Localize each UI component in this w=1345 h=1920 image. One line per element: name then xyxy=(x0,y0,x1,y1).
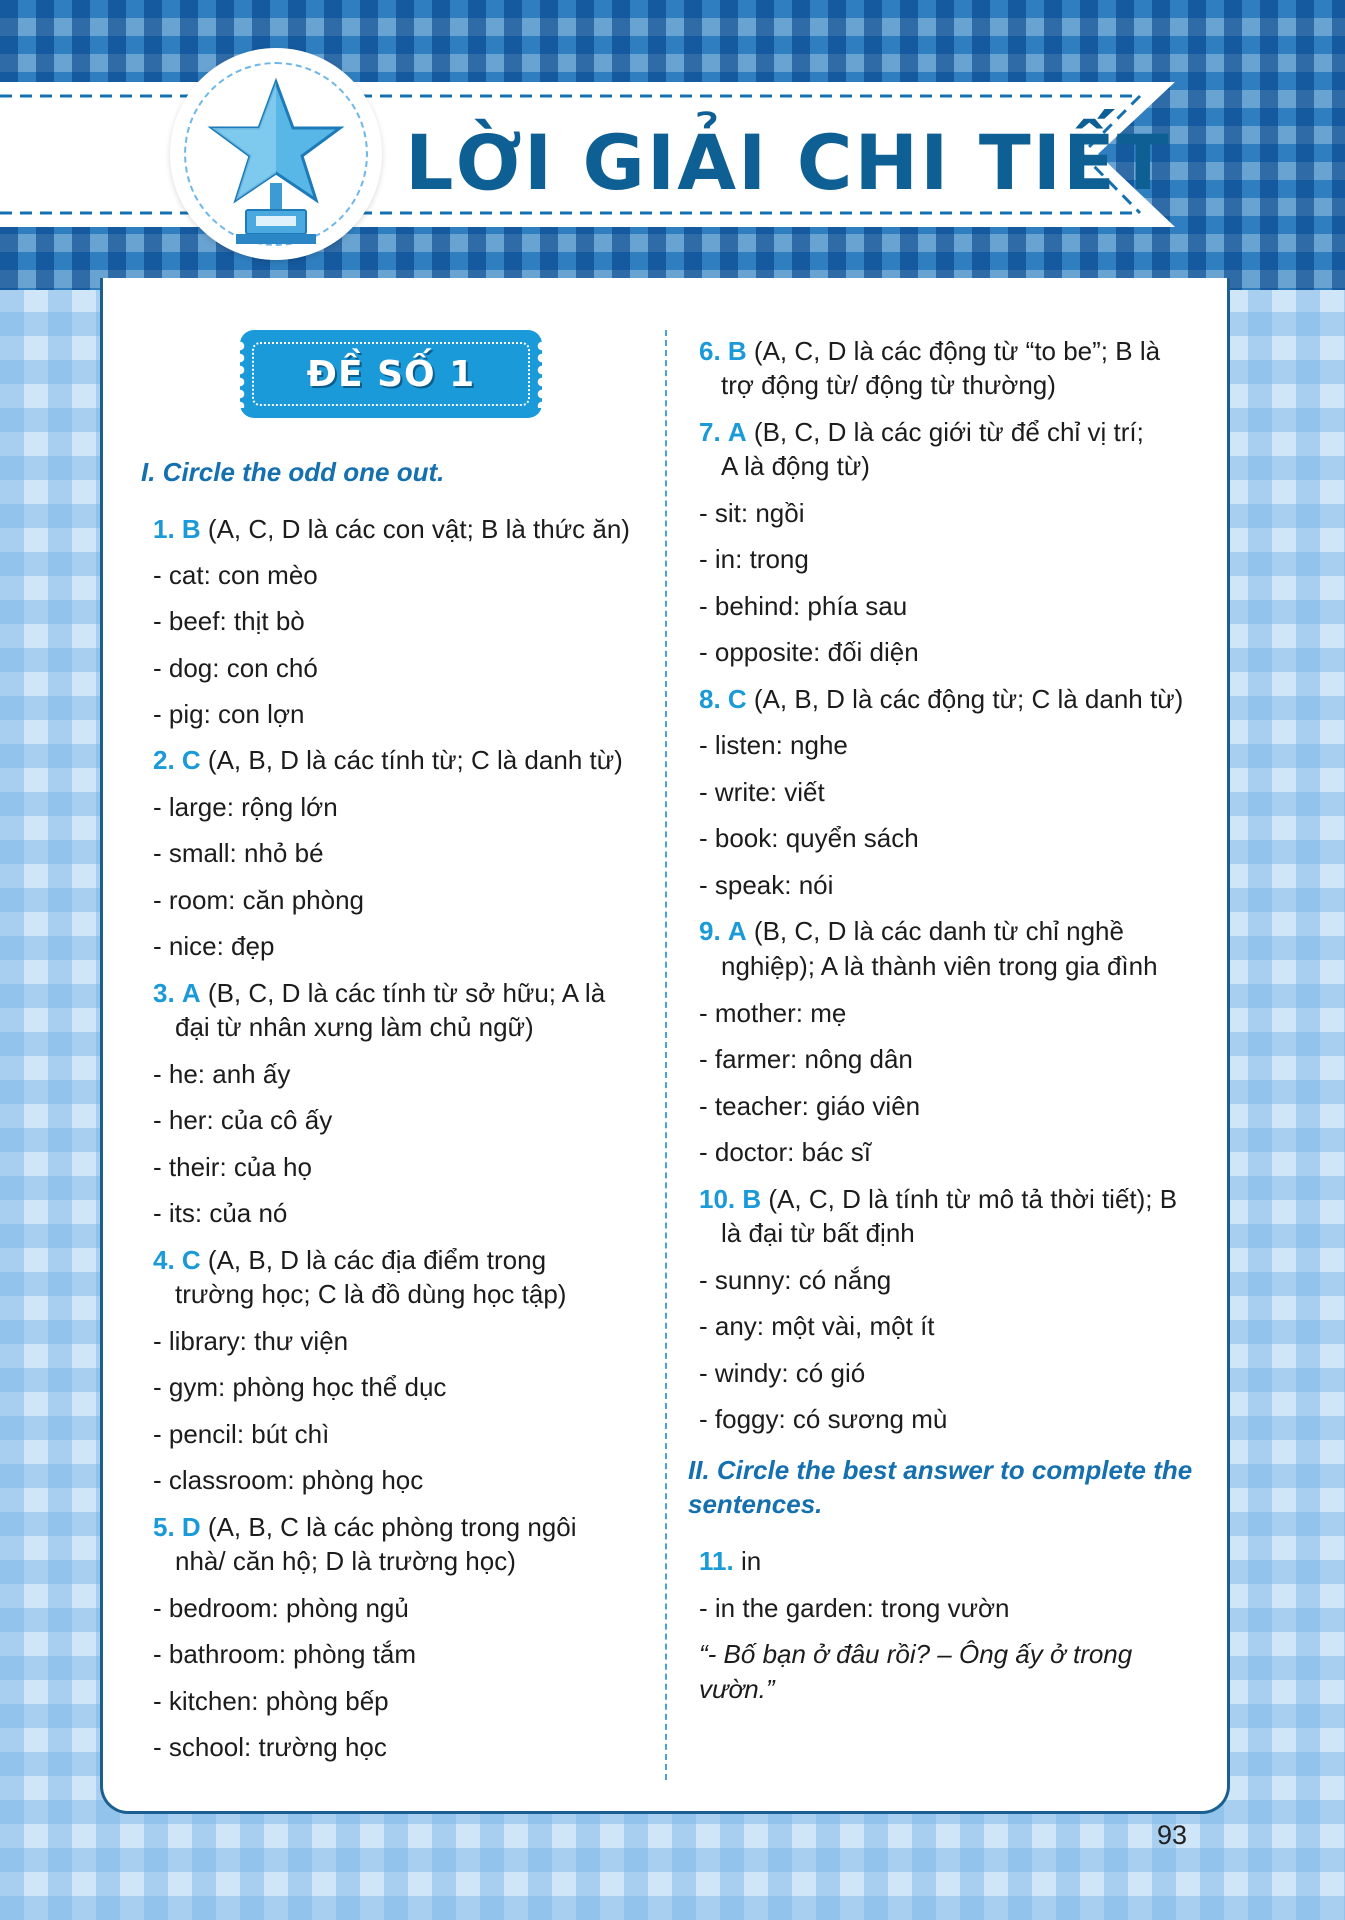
question-item xyxy=(153,1510,576,1545)
vocab-line: - speak: nói xyxy=(699,870,834,900)
question-item xyxy=(699,914,1124,949)
vocab-line: - doctor: bác sĩ xyxy=(699,1137,871,1167)
answer-letter: A xyxy=(181,978,201,1008)
answer-explanation: (A, B, C là các phòng trong ngôi xyxy=(200,1512,577,1542)
vocab-line: - nice: đẹp xyxy=(153,931,275,961)
vocab-line: - school: trường học xyxy=(153,1732,387,1762)
question-number: 11. xyxy=(699,1546,734,1576)
vocab-line: - listen: nghe xyxy=(699,730,848,760)
answer-explanation: (A, B, D là các địa điểm trong xyxy=(200,1245,547,1275)
question-item xyxy=(699,334,1160,369)
vocab-line: - its: của nó xyxy=(153,1198,288,1228)
vocab-line: - windy: có gió xyxy=(699,1358,866,1388)
answer-explanation: (A, C, D là các động từ “to be”; B là xyxy=(746,336,1161,366)
question-item xyxy=(699,682,1183,717)
answer-letter: C xyxy=(727,684,747,714)
section-heading-part1: I. Circle the odd one out. xyxy=(141,457,445,487)
exam-number-label: ĐỀ SỐ 1 xyxy=(306,353,476,395)
question-number: 10. xyxy=(699,1184,736,1214)
vocab-line: - cat: con mèo xyxy=(153,560,318,590)
answer-explanation: (B, C, D là các danh từ chỉ nghề xyxy=(746,916,1124,946)
answer-explanation: (B, C, D là các tính từ sở hữu; A là xyxy=(200,978,606,1008)
answer-explanation: (A, B, D là các động từ; C là danh từ) xyxy=(746,684,1184,714)
question-item xyxy=(153,743,623,778)
question-item xyxy=(699,1544,761,1579)
answer-explanation: (A, C, D là các con vật; B là thức ăn) xyxy=(200,514,630,544)
question-item xyxy=(699,415,1144,450)
vocab-line: - large: rộng lớn xyxy=(153,792,338,822)
vocab-line: - bedroom: phòng ngủ xyxy=(153,1593,409,1623)
trophy-badge xyxy=(170,48,382,260)
exam-number-tag xyxy=(240,330,542,418)
answer-letter: B xyxy=(181,514,201,544)
answer-explanation: (B, C, D là các giới từ để chỉ vị trí; xyxy=(746,417,1144,447)
vocab-line: - opposite: đối diện xyxy=(699,637,919,667)
vocab-line: - pig: con lợn xyxy=(153,699,305,729)
answer-letter: A xyxy=(727,916,747,946)
question-number: 1. xyxy=(153,514,175,544)
answer-explanation-cont: nghiệp); A là thành viên trong gia đình xyxy=(721,951,1158,981)
vocab-line: - sunny: có nắng xyxy=(699,1265,892,1295)
vocab-line: - their: của họ xyxy=(153,1152,312,1182)
answer-explanation: (A, B, D là các tính từ; C là danh từ) xyxy=(200,745,623,775)
page-number: 93 xyxy=(1157,1820,1188,1850)
question-item xyxy=(153,1243,546,1278)
answer-explanation-cont: trợ động từ/ động từ thường) xyxy=(721,370,1056,400)
section-heading-part2-cont: sentences. xyxy=(688,1489,823,1519)
question-number: 4. xyxy=(153,1245,175,1275)
vocab-line: - classroom: phòng học xyxy=(153,1465,424,1495)
trophy-star-icon xyxy=(170,48,382,260)
vocab-line: - in the garden: trong vườn xyxy=(699,1593,1010,1623)
answer-explanation-cont: A là động từ) xyxy=(721,451,870,481)
vocab-line: - gym: phòng học thể dục xyxy=(153,1372,447,1402)
vocab-line: - in: trong xyxy=(699,544,809,574)
answer-explanation-cont: trường học; C là đồ dùng học tập) xyxy=(175,1279,567,1309)
vocab-line: - kitchen: phòng bếp xyxy=(153,1686,389,1716)
answer-letter: B xyxy=(727,336,747,366)
answer-letter: D xyxy=(181,1512,201,1542)
vocab-line: - small: nhỏ bé xyxy=(153,838,324,868)
question-number: 5. xyxy=(153,1512,175,1542)
question-number: 7. xyxy=(699,417,721,447)
question-number: 6. xyxy=(699,336,721,366)
question-number: 9. xyxy=(699,916,721,946)
vocab-line: - library: thư viện xyxy=(153,1326,349,1356)
vocab-line: - pencil: bút chì xyxy=(153,1419,330,1449)
section-heading-part2: II. Circle the best answer to complete the xyxy=(688,1455,1193,1485)
vocab-line: - bathroom: phòng tắm xyxy=(153,1639,417,1669)
vocab-line: - he: anh ấy xyxy=(153,1059,291,1089)
vocab-line: - room: căn phòng xyxy=(153,885,365,915)
answer-text: in xyxy=(733,1546,762,1576)
question-item xyxy=(699,1182,1177,1217)
vocab-line: - beef: thịt bò xyxy=(153,606,305,636)
translation-quote-cont: vườn.” xyxy=(699,1674,775,1704)
question-number: 2. xyxy=(153,745,175,775)
page-title: LỜI GIẢI CHI TIẾT xyxy=(405,118,1171,207)
answer-letter: A xyxy=(727,417,747,447)
answer-explanation-cont: nhà/ căn hộ; D là trường học) xyxy=(175,1546,516,1576)
question-item xyxy=(153,976,605,1011)
question-number: 3. xyxy=(153,978,175,1008)
answer-letter: B xyxy=(742,1184,762,1214)
vocab-line: - book: quyển sách xyxy=(699,823,919,853)
vocab-line: - farmer: nông dân xyxy=(699,1044,913,1074)
vocab-line: - teacher: giáo viên xyxy=(699,1091,921,1121)
answer-explanation-cont: là đại từ bất định xyxy=(721,1218,915,1248)
answer-explanation-cont: đại từ nhân xưng làm chủ ngữ) xyxy=(175,1012,534,1042)
translation-quote: “- Bố bạn ở đâu rồi? – Ông ấy ở trong xyxy=(699,1639,1133,1669)
vocab-line: - sit: ngồi xyxy=(699,498,805,528)
vocab-line: - behind: phía sau xyxy=(699,591,908,621)
vocab-line: - her: của cô ấy xyxy=(153,1105,333,1135)
answer-explanation: (A, C, D là tính từ mô tả thời tiết); B xyxy=(761,1184,1178,1214)
column-divider xyxy=(665,330,667,1780)
vocab-line: - any: một vài, một ít xyxy=(699,1311,935,1341)
question-item xyxy=(153,512,630,547)
question-number: 8. xyxy=(699,684,721,714)
answer-letter: C xyxy=(181,745,201,775)
vocab-line: - write: viết xyxy=(699,777,825,807)
answer-letter: C xyxy=(181,1245,201,1275)
vocab-line: - foggy: có sương mù xyxy=(699,1404,948,1434)
vocab-line: - dog: con chó xyxy=(153,653,318,683)
vocab-line: - mother: mẹ xyxy=(699,998,847,1028)
